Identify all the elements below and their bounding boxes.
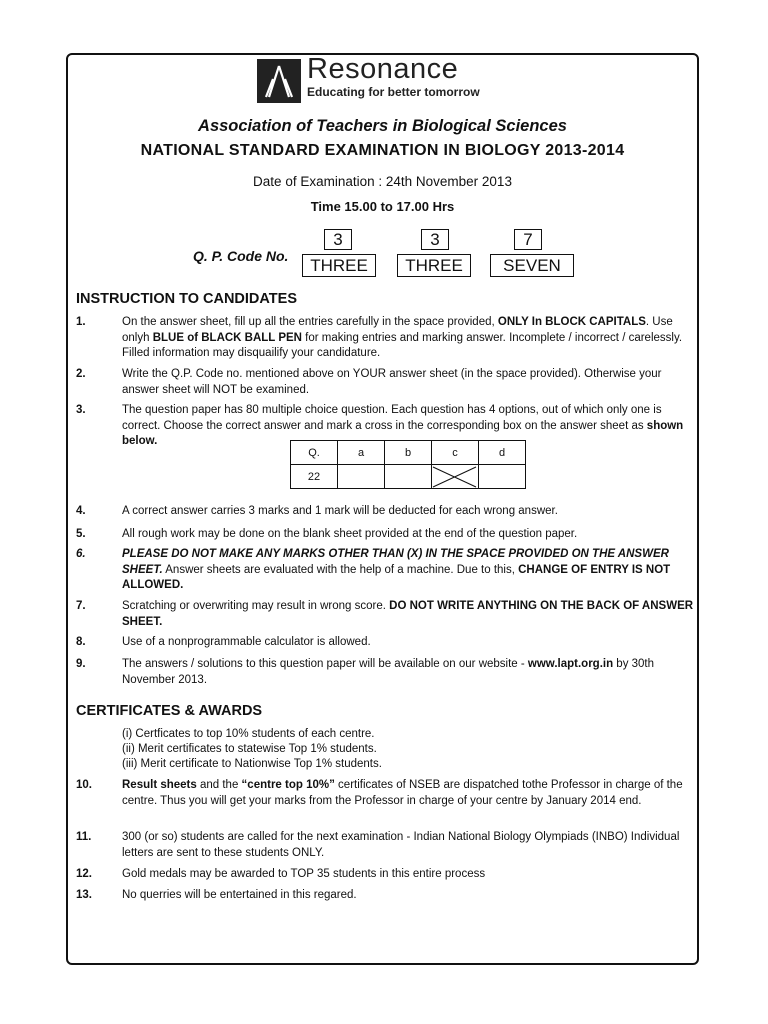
item-number: 12. [76, 868, 92, 880]
certificate-line: (iii) Merit certificate to Nationwise Top 1% students. [122, 758, 382, 770]
certificates-heading: CERTIFICATES & AWARDS [76, 703, 263, 719]
logo-name: Resonance [307, 53, 459, 85]
exam-time: Time 15.00 to 17.00 Hrs [310, 199, 455, 214]
text-segment: BLUE of BLACK BALL PEN [152, 331, 302, 344]
text-segment: shown below. [122, 419, 684, 447]
text-segment: and the [196, 779, 242, 791]
instruction-text [122, 867, 694, 883]
item-number: 6. [76, 548, 86, 560]
table-header-cell: Q. [291, 441, 338, 465]
item-number: 2. [76, 368, 86, 380]
text-segment: The answers / solutions to this question paper will be available on our website - [122, 658, 528, 670]
instruction-text [122, 830, 694, 861]
crossed-answer-cell [432, 465, 479, 489]
item-number: 9. [76, 658, 86, 670]
table-header-cell: d [479, 441, 526, 465]
qp-digit-box: 3 [324, 229, 352, 250]
text-segment: certificates of NSEB are dispatched tothe Professor in charge of the centre. Thus you will get your marks from the Professor in charge of your centre by January 2014 end. [122, 779, 683, 807]
association-title: Association of Teachers in Biological Sciences [198, 117, 567, 135]
text-segment: for making entries and marking answer. Incomplete / incorrect / carelessly. Filled information may disquailify your candidature. [122, 331, 683, 359]
logo-mark-icon [257, 59, 301, 103]
table-row [291, 465, 526, 489]
item-number: 5. [76, 528, 86, 540]
instruction-text [122, 778, 694, 809]
text-segment: DO NOT WRITE ANYTHING ON THE BACK OF ANSWER SHEET. [122, 600, 694, 628]
item-number: 3. [76, 404, 86, 416]
certificate-line: (i) Certficates to top 10% students of each centre. [122, 728, 375, 740]
table-cell [338, 465, 385, 489]
table-cell [385, 465, 432, 489]
logo-tagline: Educating for better tomorrow [307, 85, 480, 99]
qp-digit-box: 3 [421, 229, 449, 250]
item-number: 4. [76, 505, 86, 517]
item-number: 10. [76, 779, 92, 791]
qp-digit-box: 7 [514, 229, 542, 250]
text-segment: PLEASE DO NOT MAKE ANY MARKS OTHER THAN (X) IN THE SPACE PROVIDED ON THE ANSWER SHEET. [122, 548, 669, 576]
text-segment: Answer sheets are evaluated with the help of a machine. Due to this, [162, 563, 519, 576]
instruction-text [122, 657, 694, 688]
qp-word-box: SEVEN [490, 254, 574, 277]
instruction-text [122, 504, 694, 520]
text-segment: No querries will be entertained in this regared. [122, 889, 357, 901]
instruction-text [122, 599, 694, 630]
text-segment: A correct answer carries 3 marks and 1 mark will be deducted for each wrong answer. [122, 505, 558, 517]
instruction-text [122, 367, 694, 398]
item-number: 1. [76, 316, 86, 328]
exam-date: Date of Examination : 24th November 2013 [253, 174, 512, 189]
text-segment: Scratching or overwriting may result in wrong score. [122, 600, 390, 612]
answer-example-table [290, 440, 526, 489]
item-number: 8. [76, 636, 86, 648]
qp-word-box: THREE [397, 254, 471, 277]
text-segment: Use of a nonprogrammable calculator is allowed. [122, 636, 371, 648]
text-segment: Result sheets [122, 779, 197, 791]
table-header-cell: a [338, 441, 385, 465]
table-header-cell: c [432, 441, 479, 465]
cross-mark-icon [432, 466, 477, 488]
item-number: 13. [76, 889, 92, 901]
text-segment: CHANGE OF ENTRY IS NOT ALLOWED. [122, 563, 671, 591]
item-number: 11. [76, 831, 92, 843]
qp-word-box: THREE [302, 254, 376, 277]
table-header-cell: b [385, 441, 432, 465]
table-cell: 22 [291, 465, 338, 489]
text-segment: . Use onlyh [122, 316, 673, 344]
text-segment: ONLY In BLOCK CAPITALS [497, 316, 646, 328]
instruction-text [122, 315, 694, 362]
text-segment: www.lapt.org.in [527, 658, 614, 670]
instruction-text [122, 547, 694, 594]
instruction-text [122, 888, 694, 904]
text-segment: On the answer sheet, fill up all the entries carefully in the space provided, [122, 316, 498, 328]
qp-code-label: Q. P. Code No. [193, 248, 289, 264]
text-segment: All rough work may be done on the blank sheet provided at the end of the question paper. [122, 528, 578, 540]
instruction-text [122, 635, 694, 651]
text-segment: The question paper has 80 multiple choice question. Each question has 4 options, out of which only one is correct. Choose the correct answer and mark a cross in the corresponding box on the answer sheet as [122, 404, 662, 432]
table-cell [479, 465, 526, 489]
resonance-logo [257, 53, 502, 103]
certificate-line: (ii) Merit certificates to statewise Top 1% students. [122, 743, 377, 755]
table-header-row [291, 441, 526, 465]
text-segment: 300 (or so) students are called for the next examination - Indian National Biology Olympiads (INBO) Individual letters are sent to these students ONLY. [122, 831, 680, 859]
text-segment: “centre top 10%” [241, 779, 335, 791]
text-segment: Write the Q.P. Code no. mentioned above on YOUR answer sheet (in the space provided). Otherwise your answer sheet will NOT be examined. [122, 368, 662, 396]
exam-title: NATIONAL STANDARD EXAMINATION IN BIOLOGY 2013-2014 [140, 142, 625, 159]
instruction-text [122, 527, 694, 543]
text-segment: by 30th November 2013. [122, 658, 655, 686]
instructions-heading: INSTRUCTION TO CANDIDATES [76, 291, 297, 307]
item-number: 7. [76, 600, 86, 612]
text-segment: Gold medals may be awarded to TOP 35 students in this entire process [122, 868, 486, 880]
